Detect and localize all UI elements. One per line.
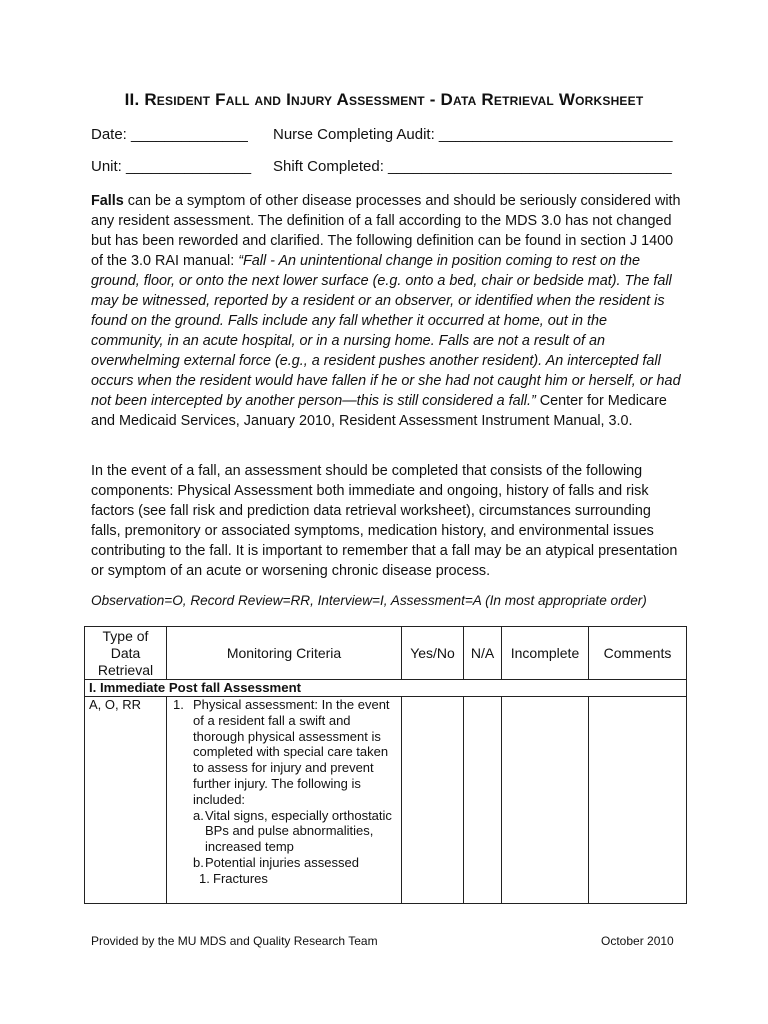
section-row [85,680,687,697]
sub-b1-text: Fractures [213,870,268,886]
item-text: Physical assessment: In the event of a resident fall a swift and thorough physical assessment is completed with special care taken to assess for injury and prevent further injury. The following is included: [193,697,390,807]
incomplete-cell[interactable] [502,697,589,904]
sub-b1-number: 1. [199,870,210,886]
unit-field[interactable]: Unit: _______________ [91,158,252,175]
worksheet-title: II. Resident Fall and Injury Assessment - Data Retrieval Worksheet [124,90,644,109]
falls-definition-paragraph [91,191,683,431]
event-paragraph: In the event of a fall, an assessment should be completed that consists of the following components: Physical Assessment both immediate and ongoing, history of falls and risk factors (see fall risk and prediction data retrieval worksheet), circumstances surrounding falls, premonitory or associated symptoms, medication history, and environmental issues contributing to the fall. It is important to remember that a fall may be an atypical presentation or symptom of an acute or worsening chronic disease process. [91,463,678,579]
observation-key: Observation=O, Record Review=RR, Interview=I, Assessment=A (In most appropriate order) [91,593,647,608]
sub-a-number: a. [193,807,204,823]
header-type: Type of Data Retrieval [85,627,167,680]
nurse-field[interactable]: Nurse Completing Audit: ____________________________ [273,126,673,143]
header-criteria: Monitoring Criteria [167,627,402,680]
fall-definition-quote: “Fall - An unintentional change in position coming to rest on the ground, floor, or onto the next lower surface (e.g. onto a bed, chair or bedside mat). The fall may be witnessed, reported by a resident or an observer, or identified when the resident is found on the ground. Falls include any fall whether it occurred at home, out in the community, in an acute hospital, or in a nursing home. Falls are not a result of an overwhelming external force (e.g., a resident pushes another resident). An intercepted fall occurs when the resident would have fallen if he or she had not caught him or herself, or had not been intercepted by another person—this is still considered a fall.” [91,253,681,409]
monitoring-table [84,626,687,904]
falls-intro-text: can be a symptom of other disease processes and should be seriously considered with any resident assessment. The definition of a fall according to the MDS 3.0 has not changed but has been reworded and clarified. The following definition can be found in section J 1400 of the 3.0 RAI manual: [91,193,681,269]
na-cell[interactable] [464,697,502,904]
footer-date: October 2010 [601,934,674,948]
section-title: I. Immediate Post fall Assessment [85,680,687,697]
date-field[interactable]: Date: ______________ [91,126,248,143]
shift-field[interactable]: Shift Completed: __________________________________ [273,158,672,175]
header-yesno: Yes/No [402,627,464,680]
sub-a-text: Vital signs, especially orthostatic BPs and pulse abnormalities, increased temp [205,807,392,855]
item-number: 1. [173,697,184,712]
comments-cell[interactable] [589,697,687,904]
header-comments: Comments [589,627,687,680]
table-row [85,697,687,904]
falls-lead: Falls [91,193,124,209]
sub-b-number: b. [193,854,204,870]
header-incomplete: Incomplete [502,627,589,680]
yesno-cell[interactable] [402,697,464,904]
sub-b-text: Potential injuries assessed [205,854,359,870]
unit-shift-row [91,158,672,175]
date-nurse-row [91,126,673,143]
footer-provider: Provided by the MU MDS and Quality Research Team [91,934,378,948]
criteria-cell [167,697,402,904]
citation-text: Center for Medicare and Medicaid Services, January 2010, Resident Assessment Instrument Manual, 3.0. [91,393,667,429]
table-header-row [85,627,687,680]
type-cell: A, O, RR [85,697,167,904]
header-na: N/A [464,627,502,680]
